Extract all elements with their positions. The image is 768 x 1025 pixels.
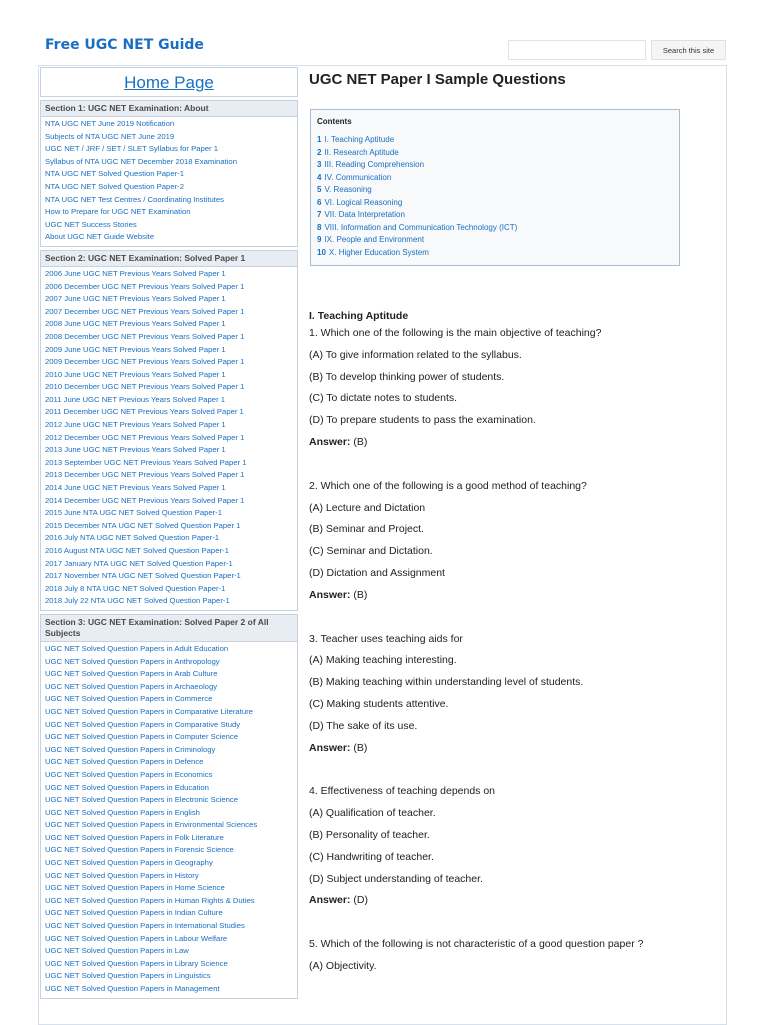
- list-item: [45, 356, 293, 369]
- list-item: [45, 832, 293, 845]
- sidebar-link[interactable]: About UGC NET Guide Website: [45, 232, 155, 242]
- toc-number[interactable]: 3: [317, 160, 322, 169]
- list-item: [45, 545, 293, 558]
- question-option: (D) Dictation and Assignment: [309, 566, 445, 579]
- list-item: [45, 558, 293, 571]
- question-option: (C) To dictate notes to students.: [309, 392, 458, 405]
- list-item: [45, 933, 293, 946]
- sidebar-link[interactable]: UGC NET Solved Question Papers in Computer Science: [45, 732, 238, 742]
- sidebar-link[interactable]: Subjects of NTA UGC NET June 2019: [45, 131, 175, 141]
- sidebar-link[interactable]: UGC NET Solved Question Papers in History: [45, 870, 199, 880]
- sidebar-link[interactable]: NTA UGC NET Solved Question Paper-1: [45, 169, 185, 179]
- list-item: [45, 231, 293, 244]
- toc-item: [317, 134, 673, 147]
- sidebar-link[interactable]: 2010 June UGC NET Previous Years Solved Paper 1: [45, 369, 226, 379]
- list-item: [45, 970, 293, 983]
- sidebar-link[interactable]: 2012 December UGC NET Previous Years Solved Paper 1: [45, 432, 245, 442]
- list-item: [45, 507, 293, 520]
- question-option: (D) Subject understanding of teacher.: [309, 872, 483, 885]
- list-item: [45, 156, 293, 169]
- answer-label: Answer:: [309, 741, 351, 754]
- list-item: [45, 570, 293, 583]
- sidebar-link[interactable]: UGC NET Solved Question Papers in Environmental Sciences: [45, 820, 258, 830]
- sidebar-link[interactable]: 2006 December UGC NET Previous Years Solved Paper 1: [45, 281, 245, 291]
- list-item: [45, 281, 293, 294]
- list-item: [45, 457, 293, 470]
- question-text: 2. Which one of the following is a good method of teaching?: [309, 479, 587, 492]
- list-item: [45, 731, 293, 744]
- question-option: (A) To give information related to the syllabus.: [309, 348, 522, 361]
- question-block: [309, 934, 719, 978]
- toc-item: [317, 184, 673, 197]
- list-item: [45, 706, 293, 719]
- question-option: (A) Qualification of teacher.: [309, 807, 436, 820]
- answer-line: [309, 890, 719, 912]
- sidebar-link[interactable]: 2013 June UGC NET Previous Years Solved Paper 1: [45, 445, 226, 455]
- sidebar-section: [40, 100, 298, 247]
- list-item: [45, 268, 293, 281]
- question-text: 1. Which one of the following is the main objective of teaching?: [309, 327, 602, 339]
- list-item: [45, 945, 293, 958]
- sidebar-link-list: [41, 117, 297, 246]
- sidebar-link[interactable]: UGC NET Solved Question Papers in Adult Education: [45, 643, 229, 653]
- list-item: [45, 482, 293, 495]
- answer-line: [309, 585, 719, 607]
- sidebar-link[interactable]: 2009 June UGC NET Previous Years Solved Paper 1: [45, 344, 226, 354]
- list-item: [45, 907, 293, 920]
- list-item: [45, 681, 293, 694]
- list-item: [45, 844, 293, 857]
- answer-label: Answer:: [309, 894, 351, 907]
- question-option: (B) Personality of teacher.: [309, 828, 430, 841]
- sidebar-link[interactable]: 2018 July 8 NTA UGC NET Solved Question Paper-1: [45, 583, 226, 593]
- answer-line: [309, 432, 719, 454]
- list-item: [45, 444, 293, 457]
- question-text: 5. Which of the following is not characteristic of a good question paper ?: [309, 938, 644, 951]
- toc-link[interactable]: IX. People and Environment: [324, 235, 425, 244]
- list-item: [45, 668, 293, 681]
- sidebar-link[interactable]: 2008 June UGC NET Previous Years Solved Paper 1: [45, 319, 226, 329]
- list-item: [45, 583, 293, 596]
- toc-link[interactable]: II. Research Aptitude: [324, 147, 399, 157]
- sidebar-link[interactable]: 2007 June UGC NET Previous Years Solved Paper 1: [45, 294, 226, 304]
- sidebar-link[interactable]: UGC NET Solved Question Papers in Indian Culture: [45, 908, 223, 918]
- sidebar-link[interactable]: UGC NET Solved Question Papers in Linguistics: [45, 971, 211, 981]
- home-page-link[interactable]: Home Page: [124, 73, 214, 92]
- toc-link[interactable]: X. Higher Education System: [328, 247, 429, 257]
- section-heading: I. Teaching Aptitude: [309, 310, 409, 322]
- toc-number[interactable]: 9: [317, 235, 322, 244]
- toc-item: [317, 234, 673, 247]
- sidebar-link[interactable]: UGC NET Solved Question Papers in Library Science: [45, 958, 228, 968]
- sidebar-link[interactable]: 2006 June UGC NET Previous Years Solved Paper 1: [45, 268, 226, 278]
- sidebar-link[interactable]: NTA UGC NET June 2019 Notification: [45, 119, 175, 128]
- sidebar: [40, 67, 298, 1002]
- toc-item: [317, 147, 673, 160]
- sidebar-link[interactable]: UGC NET Solved Question Papers in Folk Literature: [45, 832, 224, 842]
- sidebar-link[interactable]: How to Prepare for UGC NET Examination: [45, 207, 191, 217]
- sidebar-link[interactable]: NTA UGC NET Solved Question Paper-2: [45, 181, 185, 191]
- sidebar-link[interactable]: UGC NET Solved Question Papers in Archaeology: [45, 681, 218, 691]
- sidebar-link[interactable]: UGC NET Solved Question Papers in Criminology: [45, 744, 216, 754]
- question-option: (C) Handwriting of teacher.: [309, 850, 434, 863]
- sidebar-link[interactable]: UGC NET Solved Question Papers in Commerce: [45, 694, 213, 704]
- list-item: [45, 857, 293, 870]
- list-item: [45, 118, 293, 131]
- list-item: [45, 432, 293, 445]
- list-item: [45, 406, 293, 419]
- answer-label: Answer:: [309, 435, 351, 448]
- sidebar-link[interactable]: UGC NET Solved Question Papers in Education: [45, 782, 209, 792]
- sidebar-link[interactable]: UGC NET Solved Question Papers in Arab Culture: [45, 669, 218, 679]
- sidebar-link[interactable]: 2009 December UGC NET Previous Years Solved Paper 1: [45, 357, 245, 367]
- question-option: (D) To prepare students to pass the examination.: [309, 414, 536, 427]
- list-item: [45, 532, 293, 545]
- question-option: (A) Making teaching interesting.: [309, 654, 457, 667]
- question-text: 4. Effectiveness of teaching depends on: [309, 785, 496, 798]
- answer-value: (D): [353, 894, 368, 907]
- list-item: [45, 958, 293, 971]
- table-of-contents: [310, 109, 680, 266]
- sidebar-sections: [40, 100, 298, 999]
- list-item: [45, 595, 293, 608]
- sidebar-link[interactable]: 2008 December UGC NET Previous Years Solved Paper 1: [45, 331, 245, 341]
- question-block: [309, 629, 719, 760]
- answer-value: (B): [353, 741, 368, 754]
- toc-link[interactable]: V. Reasoning: [324, 185, 372, 194]
- list-item: [45, 656, 293, 669]
- sidebar-link[interactable]: UGC NET Success Stories: [45, 219, 137, 229]
- list-item: [45, 882, 293, 895]
- question-option: (C) Seminar and Dictation.: [309, 545, 433, 558]
- sidebar-link[interactable]: 2007 December UGC NET Previous Years Solved Paper 1: [45, 306, 245, 316]
- question-option: (A) Lecture and Dictation: [309, 501, 426, 514]
- toc-item: [317, 159, 673, 172]
- sidebar-section-title: Section 2: UGC NET Examination: Solved Paper 1: [41, 251, 297, 267]
- sidebar-section: [40, 250, 298, 611]
- sidebar-link[interactable]: 2015 June NTA UGC NET Solved Question Paper-1: [45, 508, 223, 518]
- question-option: (C) Making students attentive.: [309, 697, 449, 710]
- sidebar-link[interactable]: 2013 December UGC NET Previous Years Solved Paper 1: [45, 470, 245, 480]
- question-block: [309, 323, 719, 454]
- list-item: [45, 419, 293, 432]
- sidebar-link[interactable]: UGC NET Solved Question Papers in Economics: [45, 769, 213, 779]
- question-option: (B) Making teaching within understanding level of students.: [309, 676, 584, 689]
- sidebar-link[interactable]: 2017 November NTA UGC NET Solved Question Paper-1: [45, 571, 241, 581]
- toc-number[interactable]: 2: [317, 147, 322, 157]
- search-input[interactable]: [508, 40, 646, 60]
- sidebar-link[interactable]: 2015 December NTA UGC NET Solved Question Paper 1: [45, 520, 241, 530]
- list-item: [45, 693, 293, 706]
- sidebar-section: [40, 614, 298, 999]
- sidebar-link[interactable]: UGC NET Solved Question Papers in Comparative Study: [45, 719, 241, 729]
- list-item: [45, 870, 293, 883]
- list-item: [45, 181, 293, 194]
- list-item: [45, 469, 293, 482]
- list-item: [45, 719, 293, 732]
- sidebar-link[interactable]: UGC NET Solved Question Papers in Labour Welfare: [45, 933, 228, 943]
- list-item: [45, 369, 293, 382]
- list-item: [45, 920, 293, 933]
- list-item: [45, 983, 293, 996]
- toc-number[interactable]: 4: [317, 172, 322, 182]
- list-item: [45, 331, 293, 344]
- toc-number[interactable]: 8: [317, 222, 322, 232]
- sidebar-link[interactable]: UGC NET Solved Question Papers in International Studies: [45, 921, 245, 931]
- sidebar-link[interactable]: 2011 June UGC NET Previous Years Solved Paper 1: [45, 394, 226, 404]
- sidebar-link[interactable]: UGC NET Solved Question Papers in Human Rights & Duties: [45, 895, 255, 905]
- list-item: [45, 293, 293, 306]
- list-item: [45, 306, 293, 319]
- list-item: [45, 756, 293, 769]
- answer-line: [309, 738, 719, 760]
- question-option: (A) Objectivity.: [309, 959, 377, 972]
- answer-value: (B): [353, 588, 368, 601]
- list-item: [45, 381, 293, 394]
- toc-link[interactable]: VII. Data Interpretation: [324, 210, 405, 219]
- sidebar-link[interactable]: 2018 July 22 NTA UGC NET Solved Question Paper-1: [45, 596, 230, 606]
- toc-number[interactable]: 10: [317, 247, 326, 257]
- sidebar-link[interactable]: 2016 July NTA UGC NET Solved Question Paper-1: [45, 533, 220, 543]
- sidebar-link[interactable]: UGC NET Solved Question Papers in Geography: [45, 858, 213, 868]
- site-title[interactable]: Free UGC NET Guide: [45, 37, 204, 53]
- list-item: [45, 318, 293, 331]
- sidebar-link[interactable]: UGC NET Solved Question Papers in Defence: [45, 757, 204, 767]
- home-page-box: [40, 67, 298, 97]
- toc-number[interactable]: 7: [317, 210, 322, 219]
- answer-value: (B): [353, 435, 368, 448]
- sidebar-link[interactable]: 2017 January NTA UGC NET Solved Question Paper-1: [45, 558, 233, 568]
- question-text: 3. Teacher uses teaching aids for: [309, 632, 463, 645]
- sidebar-link[interactable]: UGC NET Solved Question Papers in Home Science: [45, 883, 225, 893]
- list-item: [45, 769, 293, 782]
- sidebar-link-list: [41, 267, 297, 610]
- sidebar-link[interactable]: UGC NET Solved Question Papers in Comparative Literature: [45, 706, 253, 716]
- sidebar-link[interactable]: 2010 December UGC NET Previous Years Solved Paper 1: [45, 382, 245, 392]
- list-item: [45, 819, 293, 832]
- list-item: [45, 782, 293, 795]
- toc-link[interactable]: VI. Logical Reasoning: [324, 197, 403, 207]
- sidebar-link[interactable]: 2014 June UGC NET Previous Years Solved Paper 1: [45, 483, 226, 493]
- sidebar-link[interactable]: NTA UGC NET Test Centres / Coordinating Institutes: [45, 194, 225, 204]
- toc-link[interactable]: III. Reading Comprehension: [324, 160, 425, 169]
- toc-item: [317, 172, 673, 185]
- toc-link[interactable]: I. Teaching Aptitude: [324, 135, 395, 144]
- toc-number[interactable]: 5: [317, 185, 322, 194]
- toc-item: [317, 222, 673, 235]
- question-option: (B) To develop thinking power of students.: [309, 370, 505, 383]
- post-title: UGC NET Paper I Sample Questions: [309, 71, 566, 88]
- list-item: [45, 495, 293, 508]
- toc-link[interactable]: IV. Communication: [324, 172, 392, 182]
- toc-number[interactable]: 1: [317, 135, 322, 144]
- toc-title: Contents: [317, 117, 352, 126]
- sidebar-section-title: Section 1: UGC NET Examination: About: [41, 101, 297, 117]
- question-option: (D) The sake of its use.: [309, 719, 418, 732]
- sidebar-link-list: [41, 642, 297, 998]
- list-item: [45, 168, 293, 181]
- list-item: [45, 394, 293, 407]
- list-item: [45, 807, 293, 820]
- list-item: [45, 895, 293, 908]
- toc-item: [317, 247, 673, 260]
- toc-number[interactable]: 6: [317, 197, 322, 207]
- sidebar-link[interactable]: UGC NET Solved Question Papers in Management: [45, 984, 220, 993]
- list-item: [45, 131, 293, 144]
- main-content: [309, 67, 719, 978]
- list-item: [45, 219, 293, 232]
- list-item: [45, 520, 293, 533]
- question-block: [309, 781, 719, 912]
- list-item: [45, 344, 293, 357]
- toc-list: [317, 134, 673, 259]
- sidebar-link[interactable]: UGC NET Solved Question Papers in Electronic Science: [45, 795, 238, 805]
- list-item: [45, 194, 293, 207]
- list-item: [45, 206, 293, 219]
- sidebar-link[interactable]: 2011 December UGC NET Previous Years Solved Paper 1: [45, 407, 244, 417]
- sidebar-section-title: Section 3: UGC NET Examination: Solved Paper 2 of All Subjects: [41, 615, 297, 642]
- toc-item: [317, 209, 673, 222]
- sidebar-link[interactable]: 2013 September UGC NET Previous Years Solved Paper 1: [45, 457, 247, 467]
- sidebar-link[interactable]: UGC NET Solved Question Papers in Law: [45, 946, 189, 956]
- question-option: (B) Seminar and Project.: [309, 523, 424, 536]
- question-block: [309, 476, 719, 607]
- sidebar-link[interactable]: UGC NET Solved Question Papers in English: [45, 807, 200, 817]
- list-item: [45, 744, 293, 757]
- sidebar-link[interactable]: 2014 December UGC NET Previous Years Solved Paper 1: [45, 495, 245, 505]
- sidebar-link[interactable]: UGC NET Solved Question Papers in Anthropology: [45, 656, 220, 666]
- question-list: [309, 323, 719, 978]
- list-item: [45, 643, 293, 656]
- answer-label: Answer:: [309, 588, 351, 601]
- list-item: [45, 143, 293, 156]
- toc-item: [317, 197, 673, 210]
- list-item: [45, 794, 293, 807]
- toc-link[interactable]: VIII. Information and Communication Technology (ICT): [324, 222, 518, 232]
- sidebar-link[interactable]: 2012 June UGC NET Previous Years Solved Paper 1: [45, 420, 226, 430]
- sidebar-link[interactable]: 2016 August NTA UGC NET Solved Question Paper-1: [45, 546, 229, 555]
- sidebar-link[interactable]: UGC NET / JRF / SET / SLET Syllabus for Paper 1: [45, 144, 219, 154]
- search-button[interactable]: Search this site: [651, 40, 726, 60]
- sidebar-link[interactable]: UGC NET Solved Question Papers in Forensic Science: [45, 845, 234, 855]
- sidebar-link[interactable]: Syllabus of NTA UGC NET December 2018 Examination: [45, 156, 237, 166]
